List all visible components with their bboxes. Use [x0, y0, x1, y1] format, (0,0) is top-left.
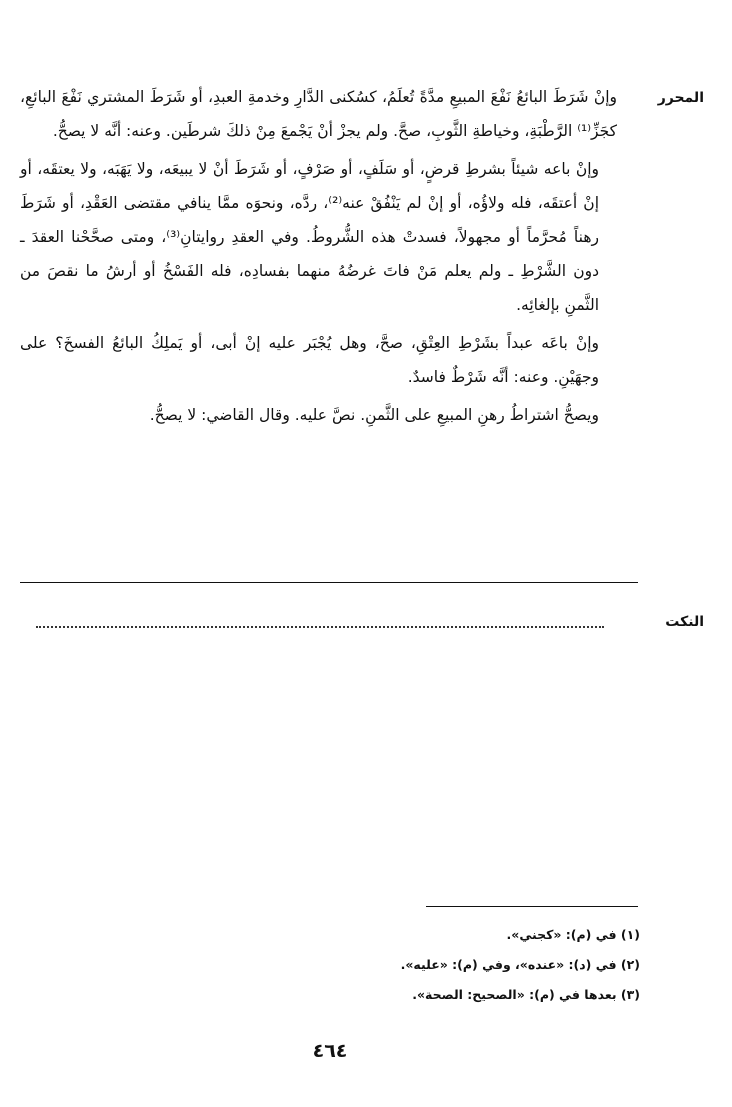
- footnote-divider: [426, 906, 638, 907]
- footnotes: [340, 920, 640, 1010]
- label-nukat: النكت: [665, 614, 704, 630]
- paragraph-3: وإنْ باعَه عبداً بشَرْطِ العِتْقِ، صحَّ، وهل يُجْبَر عليه إنْ أبى، أو يَملِكُ البائعُ الفسخَ؟ على وجهَيْنِ. وعنه: أنَّه شَرْطٌ فاسدٌ.: [20, 334, 599, 386]
- paragraph-1: وإنْ شَرَطَ البائعُ نَفْعَ المبيعِ مدَّةً تُعلَمُ، كسُكنى الدَّارِ وخدمةِ العبدِ، أو شَرَطَ المشتري نَفْعَ البائعِ، كجَزِّ⁽¹⁾ الرَّطْبَةِ، وخياطةِ الثَّوبِ، صحَّ. ولم يجزْ أنْ يَجْمعَ مِنْ ذلكَ شرطَين. وعنه: أنَّه لا يصحُّ.: [20, 88, 617, 140]
- page-number: ٤٦٤: [312, 1040, 348, 1062]
- main-text: [20, 80, 617, 436]
- footnote-3: (٣) بعدها في (م): «الصحيح: الصحة».: [412, 987, 640, 1002]
- dotted-placeholder-line: [36, 626, 604, 628]
- footnote-2: (٢) في (د): «عنده»، وفي (م): «عليه».: [400, 957, 640, 972]
- paragraph-4: ويصحُّ اشتراطُ رهنِ المبيعِ على الثَّمنِ. نصَّ عليه. وقال القاضي: لا يصحُّ.: [149, 406, 599, 424]
- label-muharrar: المحرر: [657, 90, 704, 106]
- footnote-1: (١) في (م): «كجني».: [506, 927, 640, 942]
- section-divider: [20, 582, 638, 583]
- paragraph-2: وإنْ باعه شيئاً بشرطِ قرضٍ، أو سَلَفٍ، أو صَرْفٍ، أو شَرَطَ أنْ لا يبيعَه، ولا يَهَبَه، ولا يعتقَه، أو إنْ أعتقَه، فله ولاؤُه، أو إنْ لم يَنْفُقْ عنه⁽²⁾، ردَّه، ونحوَه ممَّا ينافي مقتضى العَقْدِ، أو شَرَطَ رهناً مُحرَّماً أو مجهولاً، فسدتْ هذه الشُّروطُ. وفي العقدِ روايتانِ⁽³⁾، ومتى صحَّحْنا العقدَ ـ دون الشَّرْطِ ـ ولم يعلم مَنْ فاتَ غرضُهُ منهما بفسادِه، فله الفَسْخُ أو أرشُ ما نقصَ من الثَّمنِ بإلغائِه.: [20, 160, 599, 314]
